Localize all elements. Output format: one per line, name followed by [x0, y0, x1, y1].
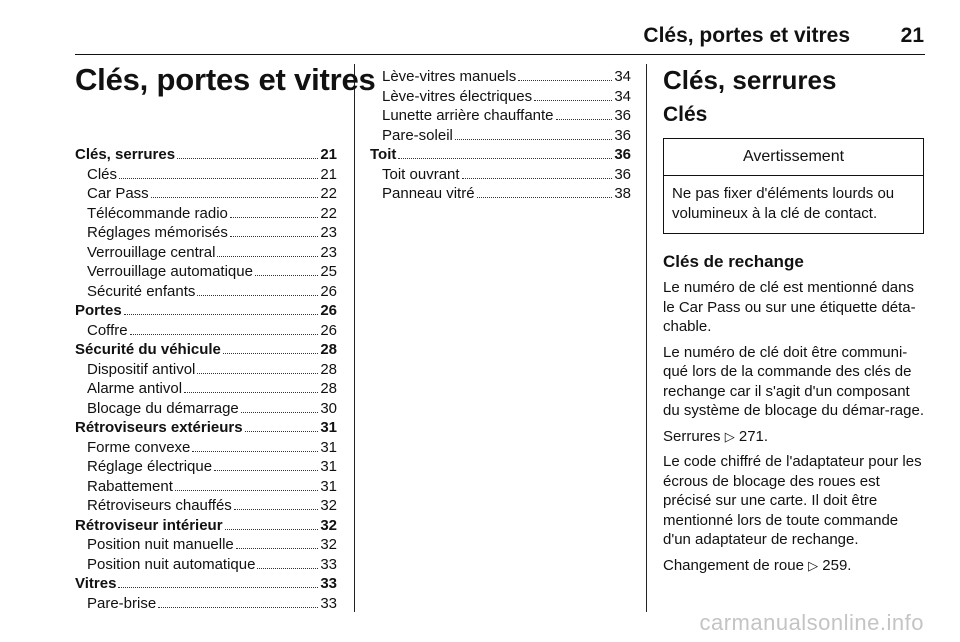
toc-section-entry[interactable]: [75, 516, 337, 536]
toc-leader-dots: [223, 353, 318, 354]
toc-leader-dots: [556, 119, 613, 120]
content-column: [663, 64, 925, 581]
toc-entry[interactable]: [370, 165, 631, 185]
toc-section-entry[interactable]: [75, 301, 337, 321]
toc-page-number: 31: [320, 419, 337, 436]
toc-label: Clés: [87, 165, 118, 183]
toc-label: Pare-brise: [87, 594, 157, 612]
toc-leader-dots: [175, 490, 318, 491]
toc-leader-dots: [119, 178, 318, 179]
toc-leader-dots: [217, 256, 318, 257]
toc-leader-dots: [518, 80, 612, 81]
toc-entry[interactable]: [370, 87, 631, 107]
toc-page-number: 36: [614, 146, 631, 163]
toc-label: Rabattement: [87, 477, 173, 495]
toc-label: Blocage du démarrage: [87, 399, 239, 417]
toc-leader-dots: [455, 139, 612, 140]
toc-label: Panneau vitré: [382, 185, 475, 202]
toc-page-number: 23: [320, 243, 337, 261]
toc-leader-dots: [192, 451, 318, 452]
column-divider: [646, 64, 647, 612]
toc-page-number: 25: [320, 263, 337, 280]
toc-page-number: 30: [320, 399, 337, 417]
warning-box: [663, 138, 924, 234]
toc-leader-dots: [236, 548, 319, 549]
warning-text: Ne pas fixer d'éléments lourds ou volumineux à la clé de contact.: [672, 185, 895, 222]
toc-page-number: 33: [320, 575, 337, 592]
toc-entry[interactable]: [75, 457, 337, 477]
toc-label: Télécommande radio: [87, 204, 228, 222]
toc-entry[interactable]: [75, 535, 337, 555]
chapter-title: Clés, portes et vitres: [75, 62, 376, 97]
toc-page-number: 32: [320, 536, 337, 553]
toc-entry[interactable]: [370, 67, 631, 87]
toc-page-number: 26: [320, 302, 337, 319]
toc-label: Sécurité du véhicule: [75, 341, 221, 358]
toc-leader-dots: [124, 314, 319, 315]
toc-page-number: 32: [320, 516, 337, 534]
header-rule: [75, 54, 925, 55]
toc-leader-dots: [477, 197, 613, 198]
toc-label: Dispositif antivol: [87, 360, 196, 378]
toc-label: Toit: [370, 146, 397, 163]
toc-label: Sécurité enfants: [87, 282, 196, 300]
toc-page-number: 34: [614, 87, 631, 105]
toc-section-entry[interactable]: [370, 145, 631, 165]
page-number: 21: [900, 24, 924, 47]
ref-text: Serrures: [663, 427, 721, 445]
toc-page-number: 22: [320, 204, 337, 222]
toc-page-number: 36: [614, 107, 631, 124]
toc-entry[interactable]: [75, 223, 337, 243]
toc-section-entry[interactable]: [75, 574, 337, 594]
toc-page-number: 31: [320, 458, 337, 475]
toc-entry[interactable]: [75, 165, 337, 185]
toc-entry[interactable]: [75, 555, 337, 575]
toc-page-number: 38: [614, 185, 631, 202]
toc-section-entry[interactable]: [75, 145, 337, 165]
toc-section-entry[interactable]: [75, 340, 337, 360]
toc-page-number: 23: [320, 224, 337, 241]
toc-page-number: 26: [320, 321, 337, 339]
toc-leader-dots: [398, 158, 612, 159]
paragraph: Le numéro de clé est mentionné dans le Car Pass ou sur une étiquette déta-chable.: [663, 279, 916, 335]
toc-label: Réglage électrique: [87, 458, 213, 475]
toc-page-number: 34: [614, 68, 631, 85]
toc-page-number: 28: [320, 360, 337, 378]
toc-label: Forme convexe: [87, 438, 191, 456]
spare-keys-title: Clés de rechange: [663, 252, 804, 271]
column-divider: [354, 64, 355, 612]
toc-entry[interactable]: [75, 594, 337, 614]
toc-label: Vitres: [75, 575, 117, 592]
table-of-contents-continued: [370, 67, 631, 204]
toc-page-number: 33: [320, 555, 337, 573]
toc-label: Rétroviseurs extérieurs: [75, 419, 243, 436]
toc-section-entry[interactable]: [75, 418, 337, 438]
toc-leader-dots: [255, 275, 318, 276]
toc-entry[interactable]: [75, 243, 337, 263]
toc-entry[interactable]: [75, 282, 337, 302]
toc-entry[interactable]: [75, 262, 337, 282]
toc-leader-dots: [234, 509, 319, 510]
toc-entry[interactable]: [75, 204, 337, 224]
toc-leader-dots: [241, 412, 319, 413]
warning-title: Avertissement: [664, 139, 923, 176]
toc-label: Verrouillage automatique: [87, 263, 253, 280]
toc-leader-dots: [225, 529, 319, 530]
toc-page-number: 22: [320, 185, 337, 202]
ref-text: Changement de roue: [663, 556, 804, 574]
toc-entry[interactable]: [75, 184, 337, 204]
ref-page: 259.: [822, 556, 852, 574]
toc-entry[interactable]: [75, 438, 337, 458]
ref-page: 271.: [738, 427, 769, 445]
toc-label: Position nuit manuelle: [87, 536, 234, 553]
toc-entry[interactable]: [75, 477, 337, 497]
toc-leader-dots: [462, 178, 613, 179]
toc-page-number: 33: [320, 594, 337, 612]
toc-label: Réglages mémorisés: [87, 224, 228, 241]
toc-leader-dots: [158, 607, 318, 608]
toc-label: Verrouillage central: [87, 243, 216, 261]
paragraph: Le numéro de clé doit être communi-qué lors de la commande des clés de rechange car il s'agit d'un composant du système de blocage du démar-rage.: [663, 343, 924, 419]
toc-leader-dots: [197, 373, 318, 374]
toc-label: Rétroviseurs chauffés: [87, 497, 232, 514]
toc-label: Portes: [75, 302, 122, 319]
toc-leader-dots: [534, 100, 612, 101]
header-title: Clés, portes et vitres: [643, 24, 850, 47]
paragraph: Le code chiffré de l'adaptateur pour les écrous de blocage des roues est précisé sur une carte. Il doit être mentionné lors de toute commande d'un adaptateur de rechange.: [663, 453, 922, 548]
toc-leader-dots: [257, 568, 318, 569]
toc-page-number: 21: [320, 165, 337, 183]
toc-label: Lunette arrière chauffante: [382, 107, 554, 124]
toc-entry[interactable]: [370, 184, 631, 204]
toc-label: Coffre: [87, 321, 128, 339]
table-of-contents: [75, 145, 337, 613]
paragraph-wheel-ref[interactable]: [663, 556, 925, 576]
toc-entry[interactable]: [75, 321, 337, 341]
toc-leader-dots: [214, 470, 318, 471]
toc-leader-dots: [118, 587, 318, 588]
toc-label: Lève-vitres électriques: [382, 87, 533, 105]
toc-leader-dots: [177, 158, 318, 159]
paragraph-locks-ref[interactable]: [663, 427, 925, 447]
toc-page-number: 21: [320, 146, 337, 163]
toc-page-number: 36: [614, 165, 631, 183]
toc-leader-dots: [184, 392, 318, 393]
triangle-arrow-icon: ▷: [808, 557, 819, 573]
toc-label: Pare-soleil: [382, 126, 453, 144]
toc-entry[interactable]: [75, 360, 337, 380]
toc-label: Clés, serrures: [75, 146, 176, 163]
toc-label: Alarme antivol: [87, 380, 183, 397]
toc-page-number: 28: [320, 380, 337, 397]
toc-label: Rétroviseur intérieur: [75, 516, 223, 534]
triangle-arrow-icon: ▷: [724, 428, 735, 444]
toc-page-number: 31: [320, 438, 337, 456]
toc-leader-dots: [151, 197, 319, 198]
subsection-title: Clés: [663, 103, 708, 126]
toc-page-number: 31: [320, 477, 337, 495]
toc-entry[interactable]: [370, 106, 631, 126]
toc-leader-dots: [130, 334, 319, 335]
toc-page-number: 32: [320, 497, 337, 514]
toc-leader-dots: [230, 236, 318, 237]
toc-page-number: 28: [320, 341, 337, 358]
toc-label: Car Pass: [87, 185, 149, 202]
toc-entry[interactable]: [75, 399, 337, 419]
section-title: Clés, serrures: [663, 65, 837, 95]
toc-entry[interactable]: [370, 126, 631, 146]
toc-leader-dots: [197, 295, 318, 296]
toc-entry[interactable]: [75, 496, 337, 516]
toc-page-number: 36: [614, 126, 631, 144]
toc-page-number: 26: [320, 282, 337, 300]
toc-label: Lève-vitres manuels: [382, 68, 517, 85]
toc-leader-dots: [245, 431, 319, 432]
toc-entry[interactable]: [75, 379, 337, 399]
watermark: carmanualsonline.info: [699, 610, 924, 635]
toc-leader-dots: [230, 217, 318, 218]
toc-label: Position nuit automatique: [87, 555, 256, 573]
toc-label: Toit ouvrant: [382, 165, 460, 183]
